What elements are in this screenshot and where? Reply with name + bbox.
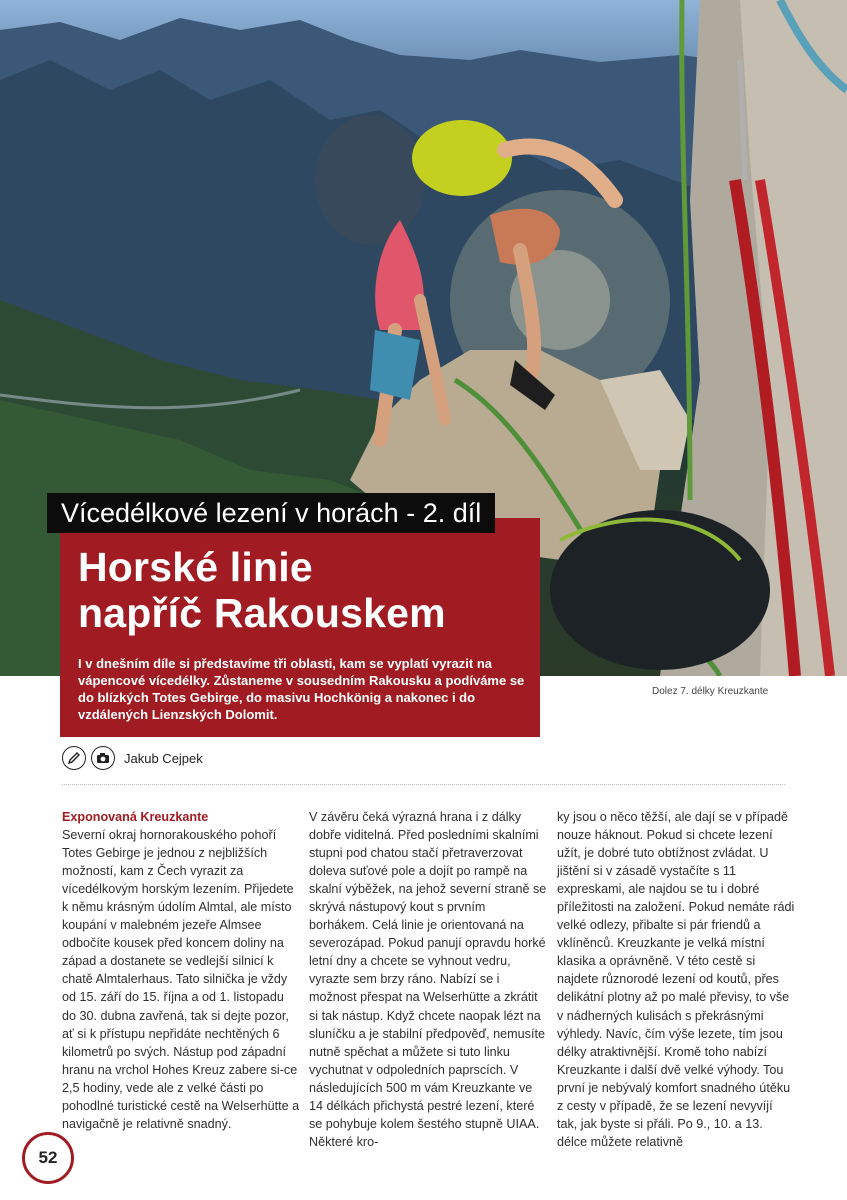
article-column-1 — [62, 808, 300, 1133]
byline — [62, 745, 203, 771]
headline-line-2: napříč Rakouskem — [78, 590, 446, 636]
headline-line-1: Horské linie — [78, 544, 313, 590]
article-column-3 — [557, 808, 795, 1151]
column-text: V závěru čeká výrazná hrana i z dálky dobře viditelná. Před posledními skalními stupni pod chatou stačí přetraverzovat doleva suťové pole a dojít po rampě na skalní výběžek, na jehož severní straně se skrývá nástupový kout s prvním borhákem. Celá linie je orientovaná na severozápad. Pokud panují opravdu horké letní dny a chcete se vyhnout vedru, vyrazte sem brzy ráno. Nabízí se i možnost přespat na Welserhütte a zkrátit si tak nástup. Když chcete naopak lézt na sluníčku a je stabilní předpověď, nemusíte nutně spěchat a můžete si tuto linku vychutnat v odpoledních paprscích. V následujících 500 m vám Kreuzkante ve 14 délkách přichystá pestré lezení, které se pohybuje kolem šestého stupně UIAA. Některé kro- — [309, 810, 547, 1149]
divider — [62, 784, 785, 785]
article-lead: I v dnešním díle si představíme tři oblasti, kam se vyplatí vyrazit na vápencové vícedélky. Zůstaneme v sousedním Rakousku a podíváme se do blízkých Totes Gebirge, do masivu Hochkönig a nakonec i do vzdálených Lienzských Dolomit. — [78, 656, 525, 722]
pen-icon — [62, 746, 86, 770]
photo-caption: Dolez 7. délky Kreuzkante — [652, 686, 769, 697]
column-text: Severní okraj hornorakouského pohoří Totes Gebirge je jednou z nejbližších možností, kam z Čech vyrazit za vícedélkovým horským lezením. Přijedete k němu krásným údolím Almtal, ale místo koupání v malebném jezeře Almsee odbočíte kousek před koncem doliny na západ a dostanete se vedlejší silnicí k chatě Almtalerhaus. Tato silnička je vždy od 15. září do 15. října a od 1. listopadu do 30. dubna zavřená, tak si dejte pozor, ať si k přístupu nepřidáte nechtěných 6 kilometrů po svých. Nástup pod západní hranu na vrchol Hohes Kreuz zabere si-ce 2,5 hodiny, vede ale z velké části po pohodlné turistické cestě na Welserhütte a navigačně je relativně snadný. — [62, 828, 300, 1131]
article-headline — [78, 544, 528, 636]
article-column-2 — [309, 808, 547, 1151]
camera-icon — [91, 746, 115, 770]
page-number: 52 — [22, 1132, 74, 1184]
column-text: ky jsou o něco těžší, ale dají se v případě nouze háknout. Pokud si chcete lezení užít, je dobré tuto obtížnost zvládat. U jištění si v zásadě vystačíte s 11 expreskami, ale najdou se tu i dobré příležitosti na založení. Pokud nemáte rádi velké odlezy, přibalte si pár friendů a vklíněnců. Kreuzkante je velká místní klasika a oprávněně. V této cestě si najdete různorodé lezení od koutů, přes delikátní plotny až po malé převisy, to vše v nádherných kulisách s překrásnými výhledy. Navíc, čím výše lezete, tím jsou délky atraktivnější. Kromě toho nabízí Kreuzkante i další dvě velké výhody. Tou první je nebývalý komfort snadného útěku z cesty v případě, že se lezení nevyvíjí tak, jak byste si přáli. Po 9., 10. a 13. délce můžete relativně — [557, 810, 795, 1149]
author-name: Jakub Cejpek — [124, 750, 203, 766]
section-subhead: Exponovaná Kreuzkante — [62, 810, 209, 824]
series-kicker: Vícedélkové lezení v horách - 2. díl — [47, 493, 495, 533]
